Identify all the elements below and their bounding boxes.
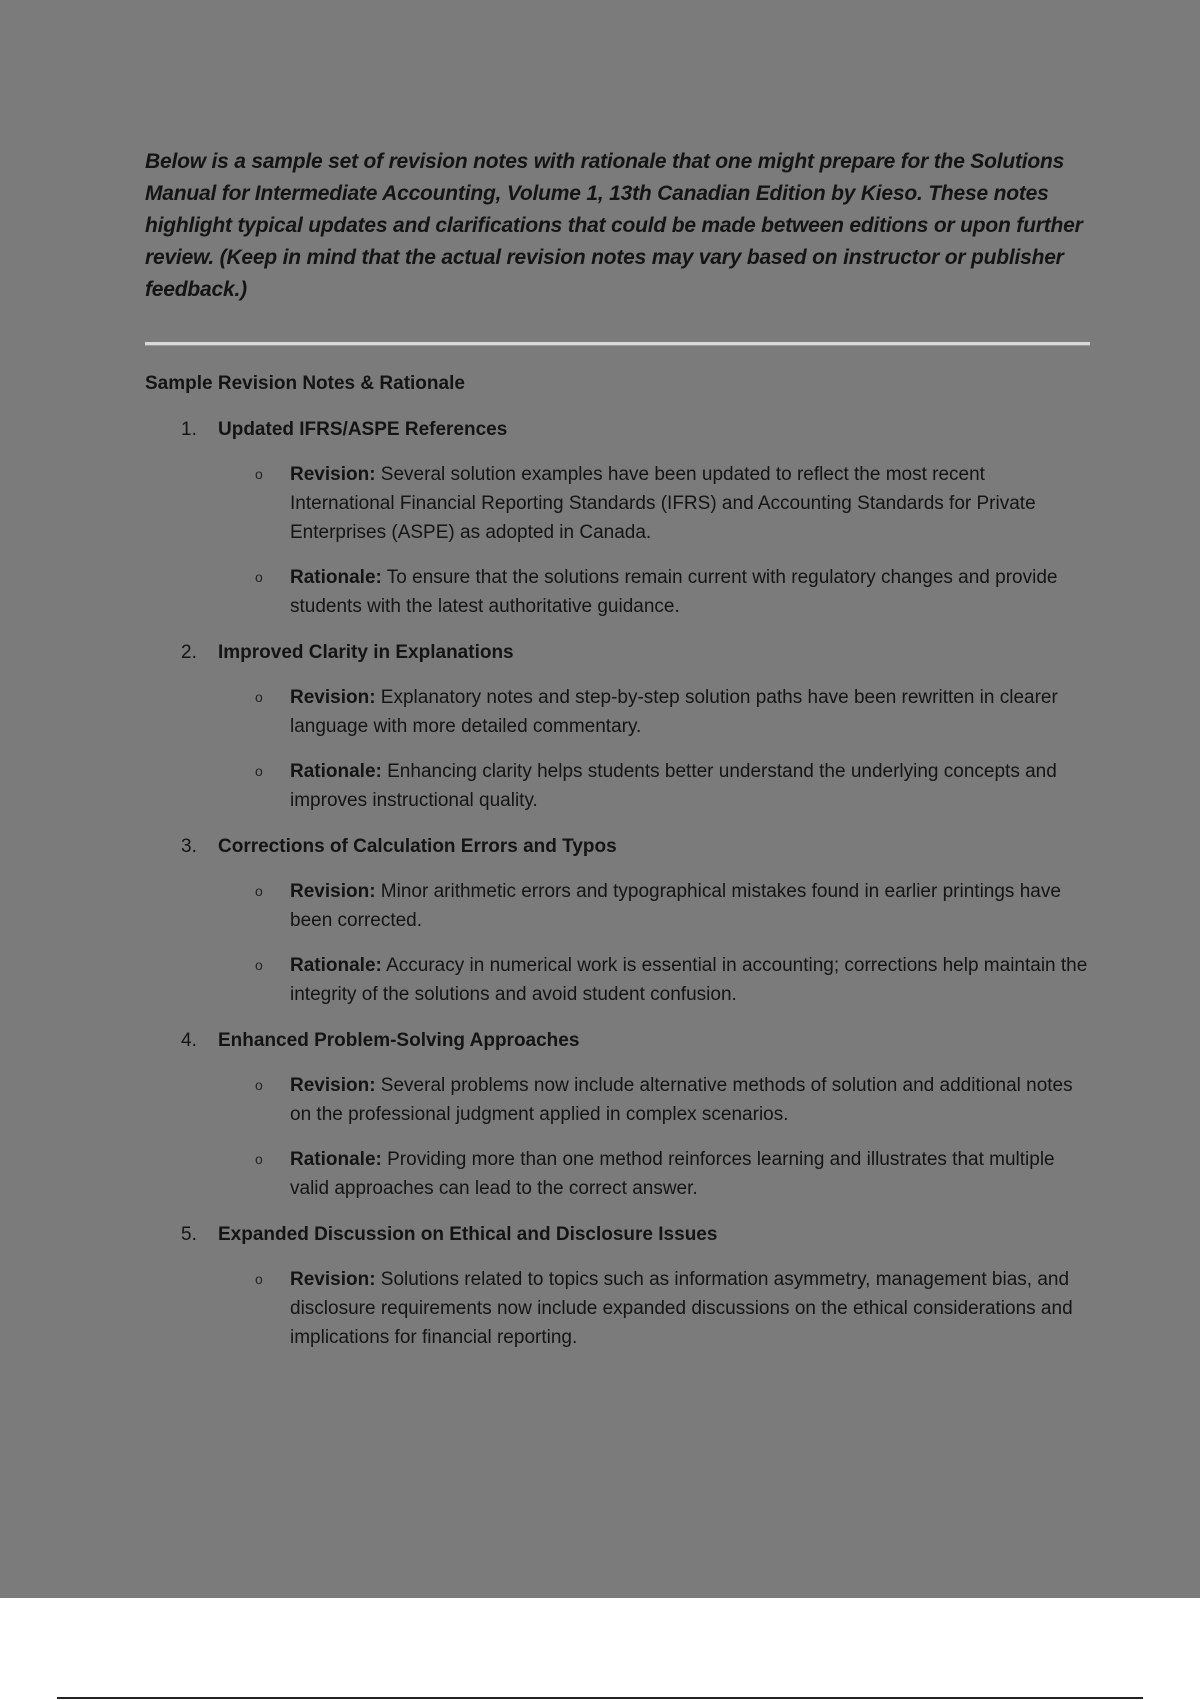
sub-item-label: Revision: — [290, 1075, 376, 1096]
sub-item-body: Accuracy in numerical work is essential in accounting; corrections help maintain the integrity of the solutions and avoid student confusion. — [290, 955, 1088, 1005]
document-content — [145, 146, 1090, 1352]
horizontal-rule — [145, 342, 1090, 346]
sub-item-label: Rationale: — [290, 761, 382, 782]
list-item-heading — [145, 1027, 1090, 1055]
sub-item-label: Revision: — [290, 1269, 376, 1290]
hollow-circle-bullet-icon: o — [255, 569, 263, 585]
sub-list-item — [145, 1145, 1090, 1203]
sub-list-item — [145, 1265, 1090, 1352]
sub-list-item — [145, 877, 1090, 935]
sub-item-text — [290, 1145, 1090, 1203]
sub-list-item — [145, 563, 1090, 621]
list-item-heading — [145, 639, 1090, 667]
list-item — [145, 639, 1090, 815]
list-item — [145, 1221, 1090, 1352]
sub-list-item — [145, 460, 1090, 547]
sub-item-label: Rationale: — [290, 1149, 382, 1170]
sub-list-item — [145, 951, 1090, 1009]
footer-rule — [57, 1697, 1143, 1699]
list-item — [145, 1027, 1090, 1203]
list-item-heading — [145, 416, 1090, 444]
list-item-heading — [145, 833, 1090, 861]
sub-item-body: Providing more than one method reinforces learning and illustrates that multiple valid approaches can lead to the correct answer. — [290, 1149, 1055, 1199]
sub-list — [145, 1265, 1090, 1352]
list-item-title: Improved Clarity in Explanations — [218, 642, 514, 663]
list-item-title: Updated IFRS/ASPE References — [218, 419, 508, 440]
sub-item-text — [290, 757, 1090, 815]
sub-item-label: Revision: — [290, 687, 376, 708]
sub-item-text — [290, 877, 1090, 935]
list-item-number: 3. — [181, 836, 197, 857]
revision-notes-list — [145, 416, 1090, 1352]
sub-item-body: Several problems now include alternative methods of solution and additional notes on the professional judgment applied in complex scenarios. — [290, 1075, 1073, 1125]
sub-item-body: Explanatory notes and step-by-step solution paths have been rewritten in clearer language with more detailed commentary. — [290, 687, 1058, 737]
hollow-circle-bullet-icon: o — [255, 883, 263, 899]
list-item-number: 2. — [181, 642, 197, 663]
sub-list-item — [145, 683, 1090, 741]
section-title: Sample Revision Notes & Rationale — [145, 373, 465, 394]
list-item-title: Enhanced Problem-Solving Approaches — [218, 1030, 580, 1051]
sub-list — [145, 877, 1090, 1009]
hollow-circle-bullet-icon: o — [255, 1077, 263, 1093]
intro-paragraph: Below is a sample set of revision notes with rationale that one might prepare for the Solutions Manual for Intermediate Accounting, Volume 1, 13th Canadian Edition by Kieso. These notes highlight typical updates and clarifications that could be made between editions or upon further review. (Keep in mind that the actual revision notes may vary based on instructor or publisher feedback.) — [145, 150, 1083, 301]
sub-item-label: Revision: — [290, 464, 376, 485]
hollow-circle-bullet-icon: o — [255, 763, 263, 779]
list-item — [145, 833, 1090, 1009]
sub-item-text — [290, 460, 1090, 547]
sub-list — [145, 460, 1090, 621]
sub-item-text — [290, 1071, 1090, 1129]
sub-item-text — [290, 1265, 1090, 1352]
sub-item-body: Solutions related to topics such as information asymmetry, management bias, and disclosure requirements now include expanded discussions on the ethical considerations and implications for financial reporting. — [290, 1269, 1073, 1348]
list-item-title: Expanded Discussion on Ethical and Disclosure Issues — [218, 1224, 718, 1245]
sub-item-body: Enhancing clarity helps students better understand the underlying concepts and improves instructional quality. — [290, 761, 1057, 811]
hollow-circle-bullet-icon: o — [255, 466, 263, 482]
sub-item-text — [290, 683, 1090, 741]
hollow-circle-bullet-icon: o — [255, 957, 263, 973]
hollow-circle-bullet-icon: o — [255, 689, 263, 705]
list-item-number: 4. — [181, 1030, 197, 1051]
list-item-number: 1. — [181, 419, 197, 440]
sub-item-text — [290, 563, 1090, 621]
list-item-title: Corrections of Calculation Errors and Typos — [218, 836, 617, 857]
hollow-circle-bullet-icon: o — [255, 1151, 263, 1167]
list-item-number: 5. — [181, 1224, 197, 1245]
sub-item-label: Rationale: — [290, 955, 382, 976]
sub-list — [145, 1071, 1090, 1203]
hollow-circle-bullet-icon: o — [255, 1271, 263, 1287]
sub-item-label: Rationale: — [290, 567, 382, 588]
sub-item-text — [290, 951, 1090, 1009]
sub-item-label: Revision: — [290, 881, 376, 902]
sub-list-item — [145, 757, 1090, 815]
sub-item-body: Several solution examples have been updated to reflect the most recent International Financial Reporting Standards (IFRS) and Accounting Standards for Private Enterprises (ASPE) as adopted in Canada. — [290, 464, 1036, 543]
sub-list-item — [145, 1071, 1090, 1129]
sub-list — [145, 683, 1090, 815]
sub-item-body: Minor arithmetic errors and typographical mistakes found in earlier printings have been corrected. — [290, 881, 1061, 931]
sub-item-body: To ensure that the solutions remain current with regulatory changes and provide students with the latest authoritative guidance. — [290, 567, 1058, 617]
list-item-heading — [145, 1221, 1090, 1249]
list-item — [145, 416, 1090, 621]
